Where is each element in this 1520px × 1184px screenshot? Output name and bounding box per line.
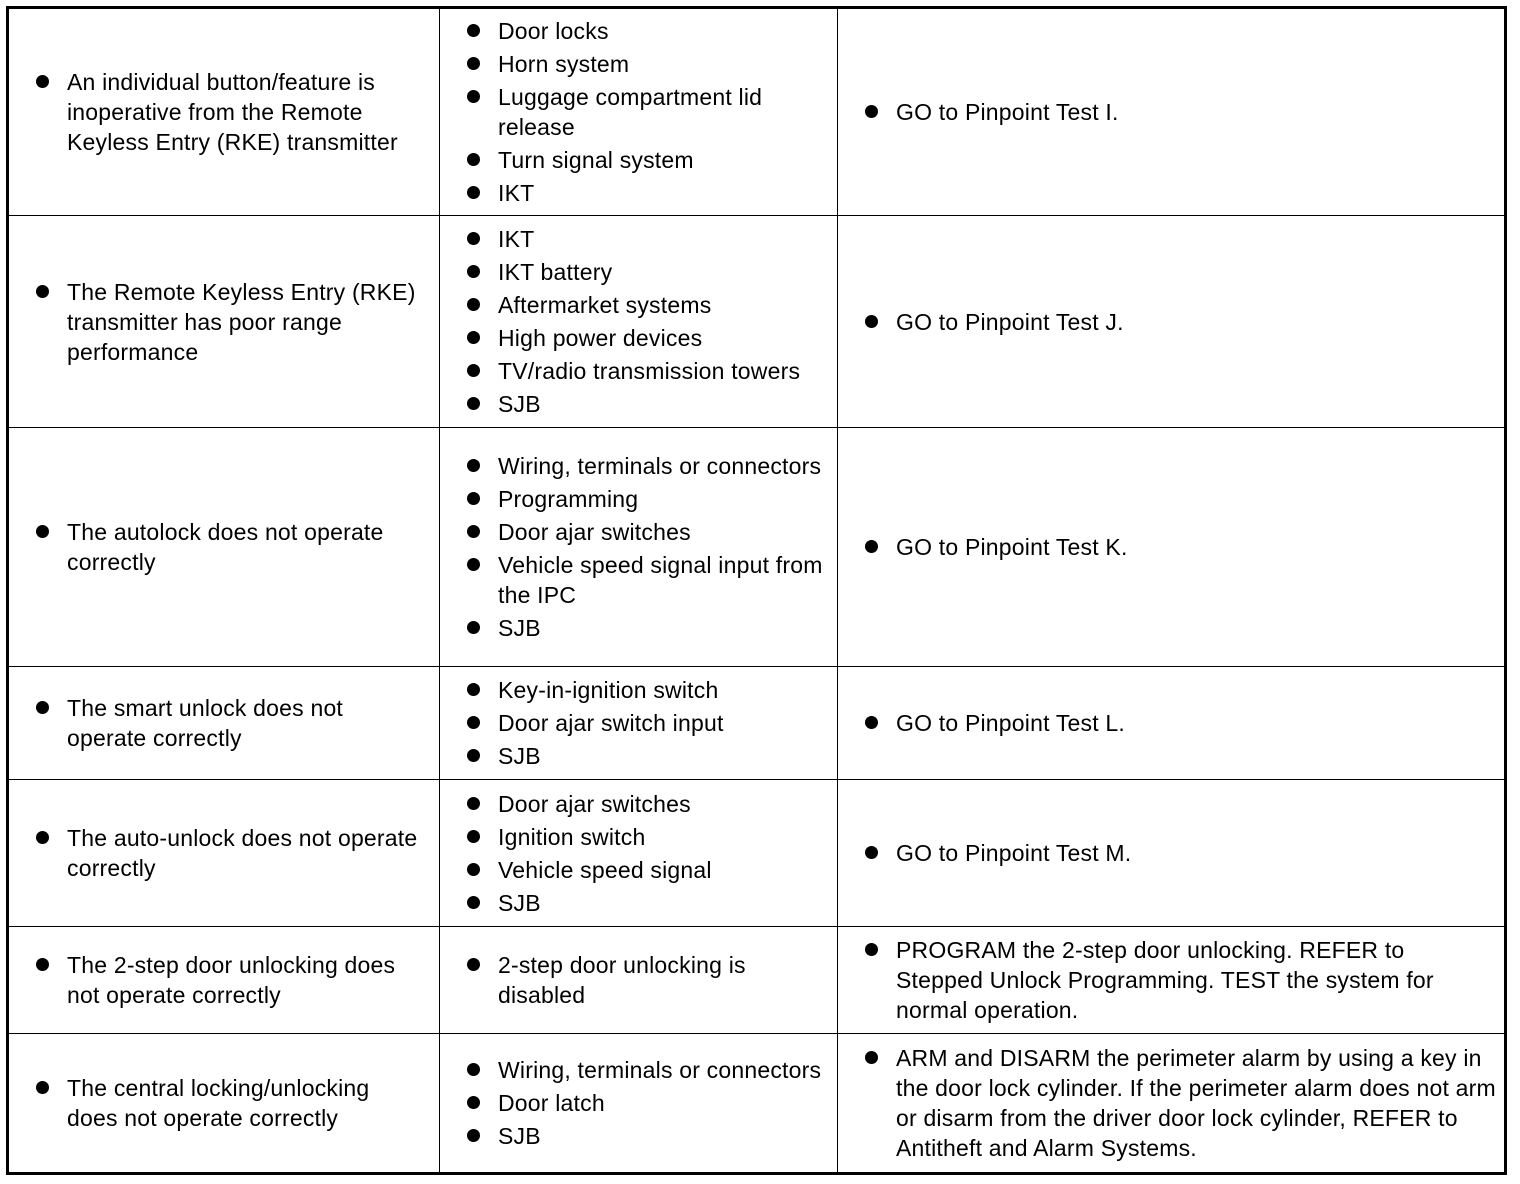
possible-source-cell <box>440 8 838 216</box>
possible-source-item: Door latch <box>440 1088 837 1118</box>
possible-source-item: Wiring, terminals or connectors <box>440 451 837 481</box>
possible-source-item: SJB <box>440 389 837 419</box>
possible-source-cell <box>440 927 838 1034</box>
table-row <box>8 1034 1506 1174</box>
possible-source-cell <box>440 428 838 667</box>
possible-source-item: Door ajar switch input <box>440 708 837 738</box>
condition-text: The smart unlock does not operate correctly <box>9 693 439 753</box>
symptom-chart-table <box>6 6 1507 1175</box>
condition-text: The autolock does not operate correctly <box>9 517 439 577</box>
possible-source-item: Luggage compartment lid release <box>440 82 837 142</box>
possible-source-item: Door ajar switches <box>440 789 837 819</box>
action-cell <box>838 667 1506 780</box>
possible-source-item: IKT battery <box>440 257 837 287</box>
possible-source-item: Vehicle speed signal <box>440 855 837 885</box>
table-row <box>8 428 1506 667</box>
condition-cell <box>8 927 440 1034</box>
table-row <box>8 8 1506 216</box>
possible-source-item: TV/radio transmission towers <box>440 356 837 386</box>
possible-source-item: Door locks <box>440 16 837 46</box>
table-row <box>8 927 1506 1034</box>
action-text: GO to Pinpoint Test K. <box>838 532 1504 562</box>
action-text: GO to Pinpoint Test I. <box>838 97 1504 127</box>
condition-cell <box>8 216 440 428</box>
possible-source-item: Horn system <box>440 49 837 79</box>
condition-text: The Remote Keyless Entry (RKE) transmitter has poor range performance <box>9 277 439 367</box>
possible-source-cell <box>440 780 838 927</box>
symptom-chart-body <box>8 8 1506 1174</box>
table-row <box>8 216 1506 428</box>
possible-source-item: Turn signal system <box>440 145 837 175</box>
possible-source-item: Door ajar switches <box>440 517 837 547</box>
condition-text: The 2-step door unlocking does not operate correctly <box>9 950 439 1010</box>
possible-source-cell <box>440 216 838 428</box>
action-cell <box>838 927 1506 1034</box>
action-cell <box>838 216 1506 428</box>
condition-cell <box>8 780 440 927</box>
action-cell <box>838 1034 1506 1174</box>
action-text: ARM and DISARM the perimeter alarm by using a key in the door lock cylinder. If the perimeter alarm does not arm or disarm from the driver door lock cylinder, REFER to Antitheft and Alarm Systems. <box>838 1043 1504 1163</box>
possible-source-item: SJB <box>440 888 837 918</box>
condition-cell <box>8 8 440 216</box>
possible-source-item: Key-in-ignition switch <box>440 675 837 705</box>
possible-source-item: Aftermarket systems <box>440 290 837 320</box>
table-row <box>8 780 1506 927</box>
possible-source-cell <box>440 1034 838 1174</box>
possible-source-item: High power devices <box>440 323 837 353</box>
condition-cell <box>8 667 440 780</box>
possible-source-item: IKT <box>440 224 837 254</box>
condition-text: The auto-unlock does not operate correctly <box>9 823 439 883</box>
condition-text: An individual button/feature is inoperative from the Remote Keyless Entry (RKE) transmitter <box>9 67 439 157</box>
condition-cell <box>8 1034 440 1174</box>
possible-source-item: Ignition switch <box>440 822 837 852</box>
action-text: GO to Pinpoint Test M. <box>838 838 1504 868</box>
action-cell <box>838 428 1506 667</box>
table-row <box>8 667 1506 780</box>
possible-source-item: Vehicle speed signal input from the IPC <box>440 550 837 610</box>
possible-source-item: SJB <box>440 613 837 643</box>
action-text: GO to Pinpoint Test L. <box>838 708 1504 738</box>
possible-source-item: IKT <box>440 178 837 208</box>
possible-source-item: Wiring, terminals or connectors <box>440 1055 837 1085</box>
possible-source-item: SJB <box>440 1121 837 1151</box>
action-cell <box>838 8 1506 216</box>
possible-source-cell <box>440 667 838 780</box>
action-cell <box>838 780 1506 927</box>
condition-text: The central locking/unlocking does not operate correctly <box>9 1073 439 1133</box>
action-text: GO to Pinpoint Test J. <box>838 307 1504 337</box>
possible-source-item: SJB <box>440 741 837 771</box>
action-text: PROGRAM the 2-step door unlocking. REFER to Stepped Unlock Programming. TEST the system for normal operation. <box>838 935 1504 1025</box>
possible-source-item: Programming <box>440 484 837 514</box>
condition-cell <box>8 428 440 667</box>
possible-source-item: 2-step door unlocking is disabled <box>440 950 837 1010</box>
